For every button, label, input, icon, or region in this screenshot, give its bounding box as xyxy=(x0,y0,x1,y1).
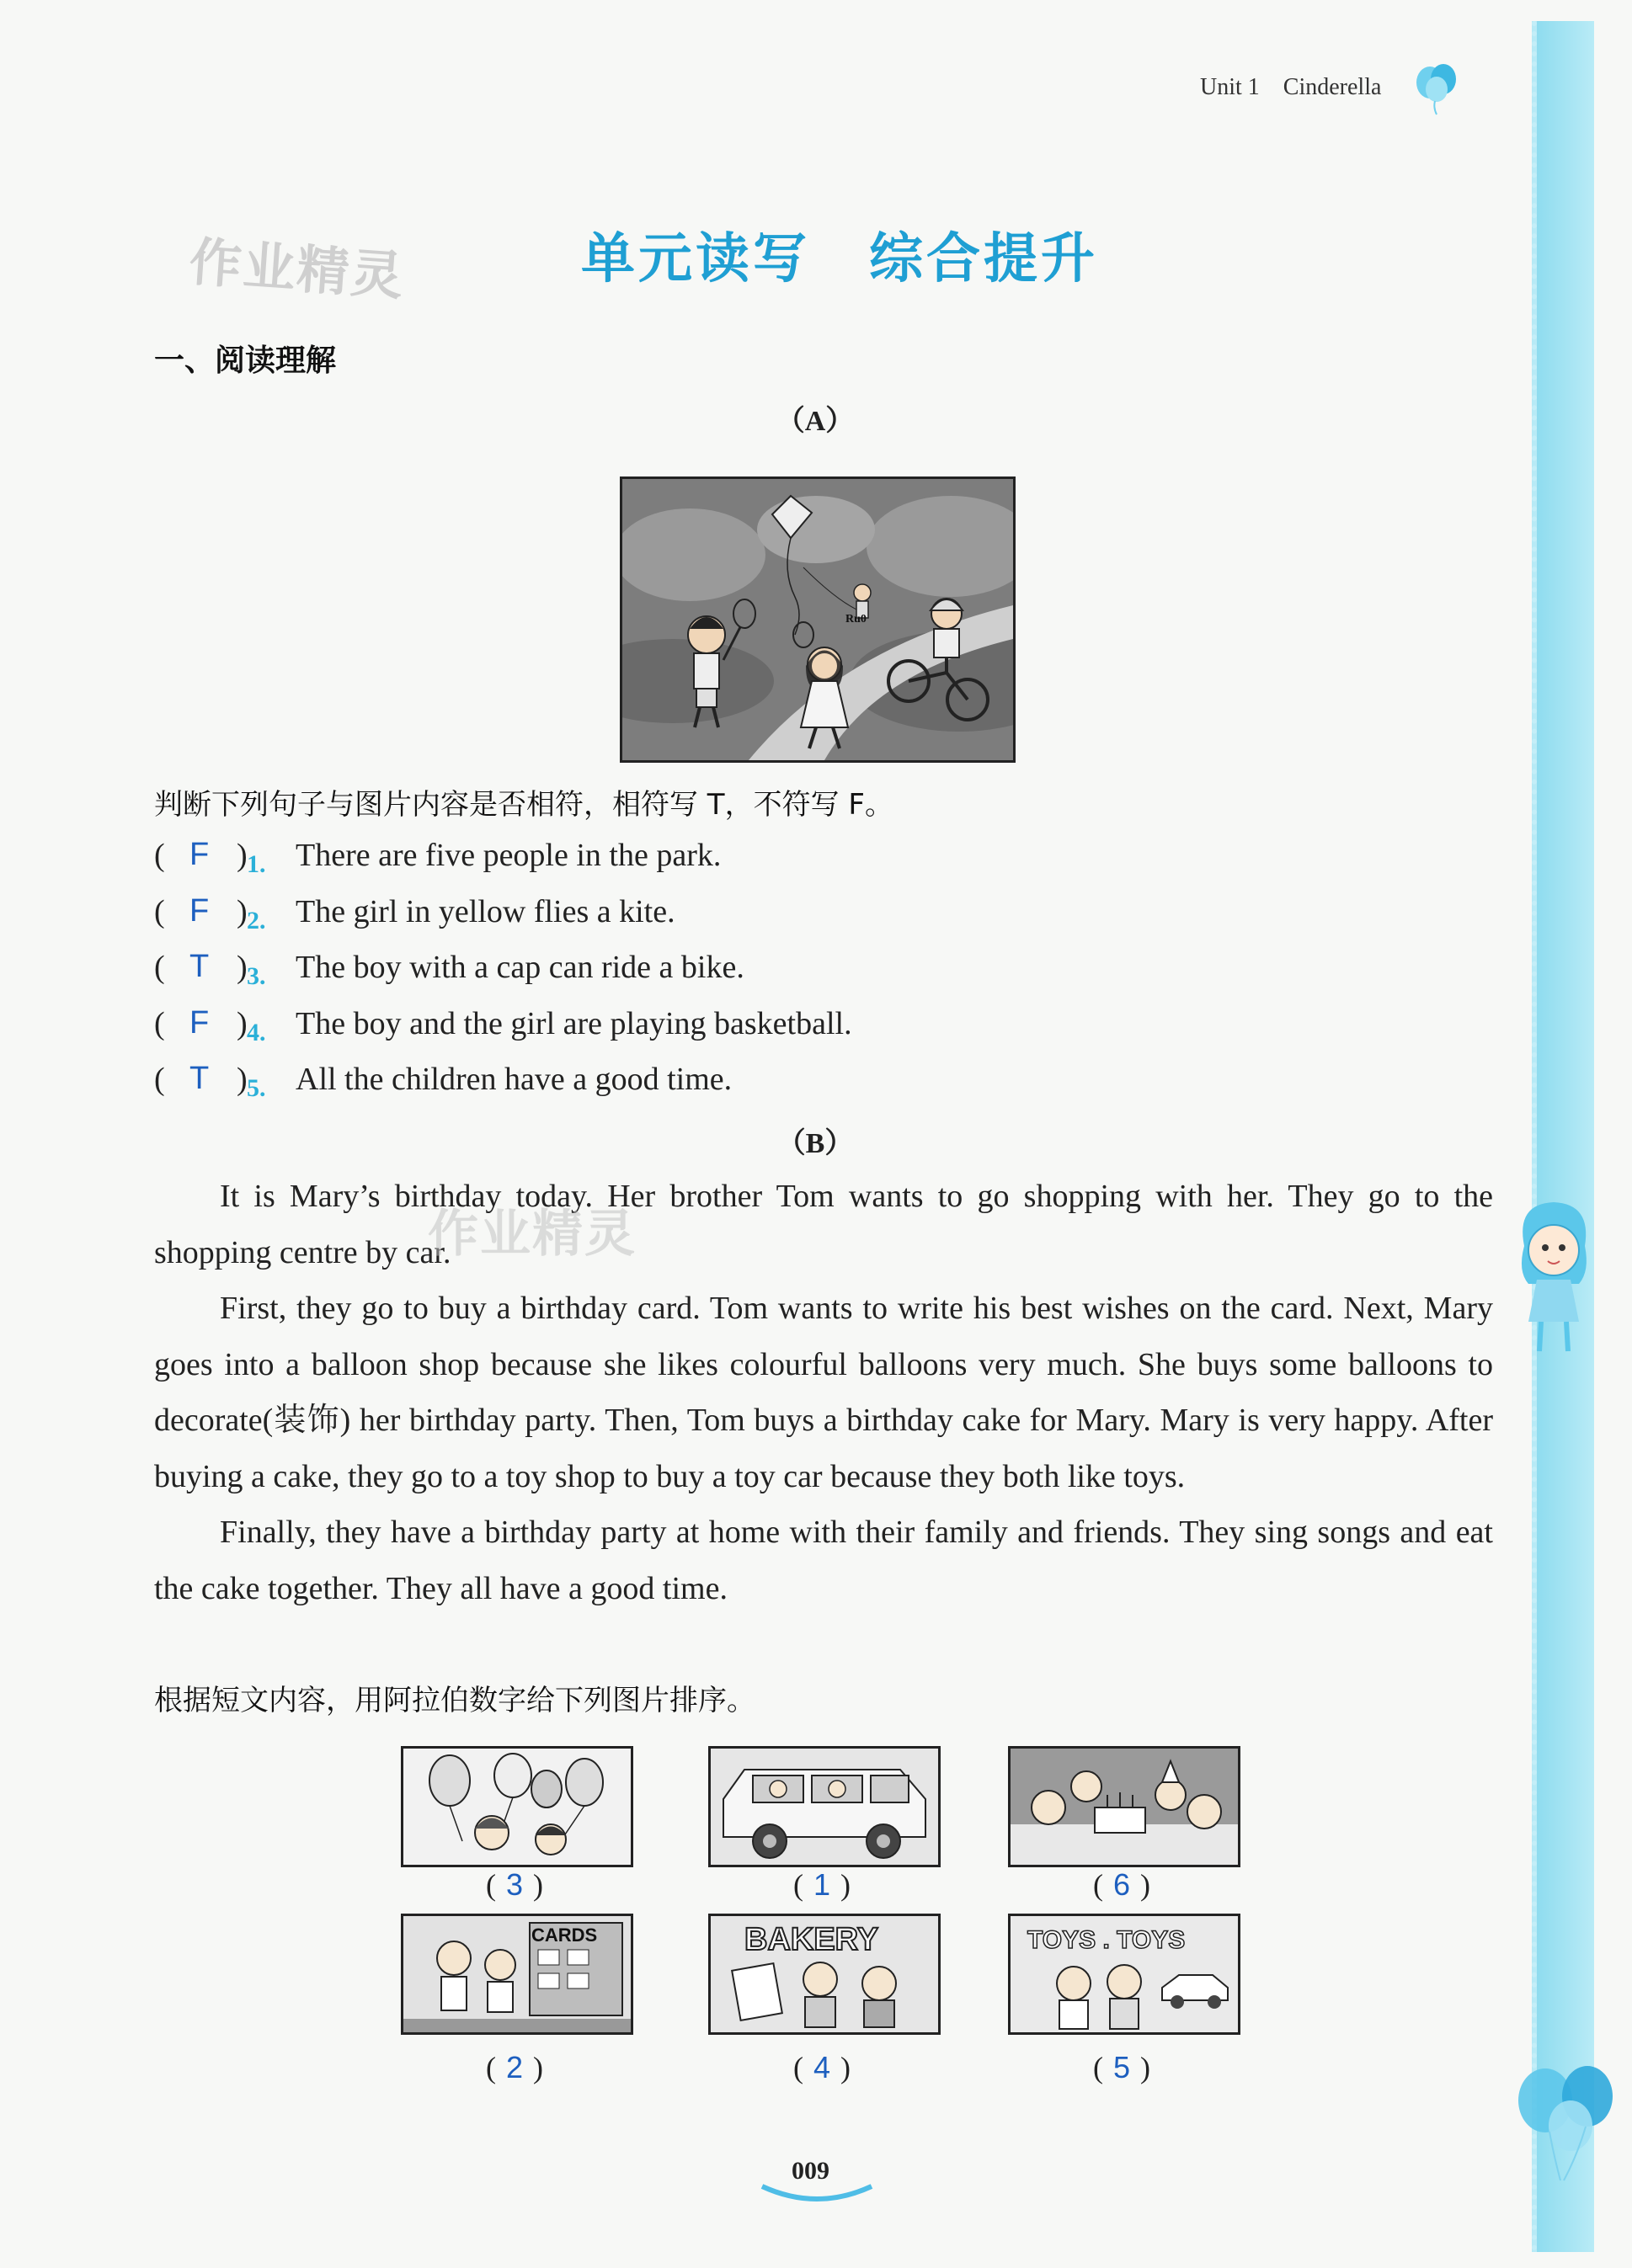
picture-party xyxy=(1008,1746,1240,1867)
question-number: 3. xyxy=(247,962,266,990)
shop-sign: BAKERY xyxy=(744,1922,879,1957)
picture-car xyxy=(708,1746,941,1867)
answer: F xyxy=(189,1005,210,1041)
watermark: 作业精灵 xyxy=(187,231,407,307)
answer: T xyxy=(189,949,210,984)
question-number: 4. xyxy=(247,1019,266,1046)
part-a-label: （A） xyxy=(776,406,855,437)
header-title: Cinderella xyxy=(1283,74,1382,100)
shop-sign: CARDS xyxy=(531,1925,598,1946)
paren-close: ) xyxy=(237,950,248,985)
paren-close: ) xyxy=(237,1006,248,1041)
paren-open: ( xyxy=(154,1062,165,1097)
answer: 4 xyxy=(813,2050,831,2084)
answer: 2 xyxy=(505,2050,524,2084)
paren-open: ( xyxy=(154,1006,165,1041)
paren-open: ( xyxy=(154,838,165,873)
picture-answer: ( 6 ) xyxy=(1092,1867,1151,1902)
picture-answer: ( 4 ) xyxy=(792,2050,851,2084)
balloon-icon xyxy=(1406,57,1465,116)
answer: 1 xyxy=(813,1867,831,1902)
picture-cards xyxy=(401,1914,633,2035)
passage-paragraph: Finally, they have a birthday party at home with their family and friends. They sing songs and eat the cake together. They all have a good time. xyxy=(154,1515,1493,1606)
picture-caption: Ru0 xyxy=(845,613,867,626)
running-header xyxy=(1200,74,1381,101)
balloons-icon xyxy=(1503,2054,1629,2189)
picture-answer: ( 3 ) xyxy=(485,1867,544,1902)
part-b-instruction: 根据短文内容，用阿拉伯数字给下列图片排序。 xyxy=(154,1684,755,1717)
picture-answer: ( 1 ) xyxy=(792,1867,851,1902)
paren-open: ( xyxy=(154,950,165,985)
girl-mascot-icon xyxy=(1507,1195,1600,1364)
passage-paragraph: It is Mary’s birthday today. Her brother Tom wants to go shopping with her. They go to the shopping centre by car. xyxy=(154,1179,1493,1270)
header-unit: Unit 1 xyxy=(1200,74,1260,100)
question-text: The boy and the girl are playing basketball. xyxy=(296,1006,852,1041)
question-row xyxy=(154,1005,852,1047)
paren-close: ) xyxy=(237,838,248,873)
paren-open: ( xyxy=(154,894,165,929)
picture-answer: ( 2 ) xyxy=(485,2050,544,2084)
question-row xyxy=(154,1061,732,1103)
picture-answer: ( 5 ) xyxy=(1092,2050,1151,2084)
part-heading: 一、阅读理解 xyxy=(154,343,337,378)
park-illustration xyxy=(620,476,1016,763)
page-number: 009 xyxy=(792,2157,829,2185)
question-text: There are five people in the park. xyxy=(296,838,722,873)
reading-passage xyxy=(154,1169,1493,1616)
picture-bakery xyxy=(708,1914,941,2035)
decorative-edge-strip xyxy=(1532,21,1594,2252)
section-title-left: 单元读写 xyxy=(581,228,810,290)
picture-toys xyxy=(1008,1914,1240,2035)
part-b-label: （B） xyxy=(776,1128,854,1159)
question-number: 5. xyxy=(247,1074,266,1102)
question-text: The girl in yellow flies a kite. xyxy=(296,894,675,929)
passage-paragraph: First, they go to buy a birthday card. Tom wants to write his best wishes on the card. Next, Mary goes into a balloon shop because she likes colourful balloons very much. She buys some balloons to decorate(装饰) her birthday party. Then, Tom buys a birthday cake for Mary. Mary is very happy. After buying a cake, they go to a toy shop to buy a toy car because they both like toys. xyxy=(154,1291,1493,1494)
answer: F xyxy=(189,837,210,872)
picture-balloons xyxy=(401,1746,633,1867)
answer: T xyxy=(189,1061,210,1096)
answer: 6 xyxy=(1112,1867,1131,1902)
section-title-right: 综合提升 xyxy=(869,228,1098,290)
question-text: All the children have a good time. xyxy=(296,1062,733,1097)
question-row xyxy=(154,949,744,991)
page-number-swoosh xyxy=(758,2182,876,2207)
section-title xyxy=(581,216,1098,293)
paren-close: ) xyxy=(237,1062,248,1097)
question-row xyxy=(154,893,675,935)
answer: F xyxy=(189,893,210,929)
answer: 3 xyxy=(505,1867,524,1902)
question-number: 2. xyxy=(247,907,266,934)
question-row xyxy=(154,837,721,879)
paren-close: ) xyxy=(237,894,248,929)
part-a-instruction: 判断下列句子与图片内容是否相符，相符写 T，不符写 F。 xyxy=(154,788,893,822)
question-text: The boy with a cap can ride a bike. xyxy=(296,950,744,985)
shop-sign: TOYS . TOYS xyxy=(1027,1926,1186,1954)
answer: 5 xyxy=(1112,2050,1131,2084)
watermark: 作业精灵 xyxy=(428,1205,637,1264)
question-number: 1. xyxy=(247,850,266,878)
